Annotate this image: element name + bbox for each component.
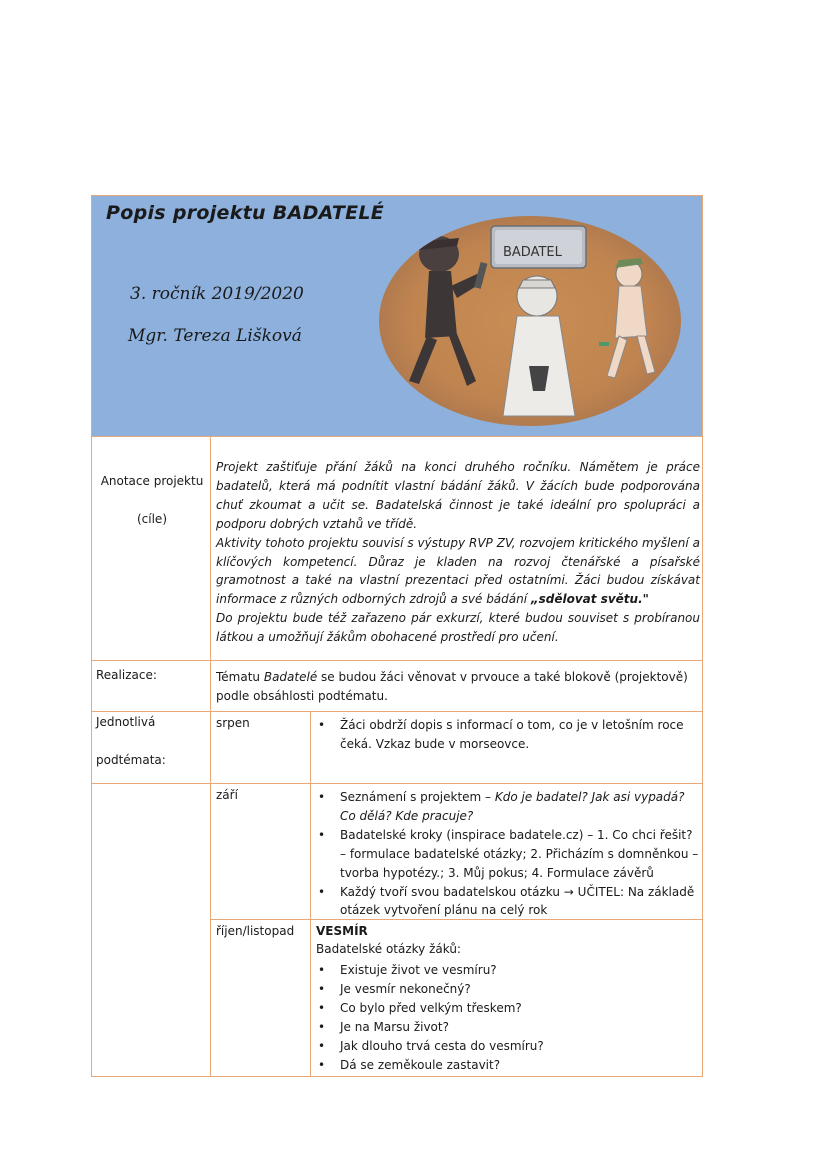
month-srpen: srpen bbox=[216, 716, 250, 730]
sign-label: BADATEL bbox=[503, 245, 562, 260]
realizace-text-before: Tématu bbox=[216, 670, 264, 684]
month-rijen-listopad: říjen/listopad bbox=[216, 924, 295, 938]
questions-list bbox=[316, 961, 700, 1074]
anotace-paragraph: Do projektu bude též zařazeno pár exkurzí, které budou souviset s probíranou látkou a umožňují žákům obohacené prostředí pro učení. bbox=[216, 611, 700, 645]
list-item: • Co bylo před velkým třeskem? bbox=[316, 999, 700, 1018]
anotace-p2-bold: „sdělovat světu." bbox=[530, 592, 649, 607]
realizace-text bbox=[216, 668, 700, 706]
row-divider bbox=[92, 711, 702, 712]
list-item: • Jak dlouho trvá cesta do vesmíru? bbox=[316, 1037, 700, 1056]
anotace-label: Anotace projektu bbox=[100, 474, 204, 488]
zari-list bbox=[316, 788, 700, 920]
anotace-paragraph: Projekt zaštiťuje přání žáků na konci druhého ročníku. Námětem je práce badatelů, která má podnítit vlastní bádání žáků. V žácích bude podporována chuť zkoumat a učit se. Badatelská činnost je také ideální pro spolupráci a podporu dobrých vztahů ve třídě. bbox=[216, 460, 700, 531]
vesmir-heading: VESMÍR bbox=[316, 924, 368, 938]
project-title: Popis projektu BADATELÉ bbox=[106, 202, 385, 224]
realizace-label: Realizace: bbox=[96, 668, 157, 682]
zari-item1-text: Seznámení s projektem – bbox=[340, 790, 495, 804]
podtemata-label-2: podtémata: bbox=[96, 753, 166, 767]
list-item: • Dá se zeměkoule zastavit? bbox=[316, 1056, 700, 1075]
list-item: • Badatelské kroky (inspirace badatele.cz) – 1. Co chci řešit? – formulace badatelské otázky; 2. Přicházím s domněnkou – tvorba hypotézy.; 3. Můj pokus; 4. Formulace závěrů bbox=[316, 826, 700, 883]
column-divider bbox=[210, 436, 211, 1076]
class-year: 3. ročník 2019/2020 bbox=[130, 284, 304, 304]
podtemata-label: Jednotlivá bbox=[96, 715, 156, 729]
realizace-text-after: se budou žáci věnovat v prvouce a také blokově (projektově) podle obsáhlosti podtématu. bbox=[216, 670, 688, 703]
row-divider bbox=[92, 783, 702, 784]
author-name: Mgr. Tereza Lišková bbox=[128, 326, 302, 346]
list-item: • Existuje život ve vesmíru? bbox=[316, 961, 700, 980]
anotace-text bbox=[216, 458, 700, 647]
srpen-list bbox=[316, 716, 700, 754]
realizace-text-italic: Badatelé bbox=[263, 670, 318, 684]
list-item: • Je vesmír nekonečný? bbox=[316, 980, 700, 999]
cile-label: (cíle) bbox=[136, 512, 167, 526]
zari-item1-italic: Kdo je badatel? Jak asi vypadá? Co dělá? Kde pracuje? bbox=[340, 790, 685, 823]
list-item: • Žáci obdrží dopis s informací o tom, co je v letošním roce čeká. Vzkaz bude v morseovce. bbox=[316, 716, 700, 754]
list-item bbox=[316, 788, 700, 826]
row-divider bbox=[92, 660, 702, 661]
list-item: • Každý tvoří svou badatelskou otázku → UČITEL: Na základě otázek vytvoření plánu na celý rok bbox=[316, 883, 700, 921]
anotace-p2: Aktivity tohoto projektu souvisí s výstupy RVP ZV, rozvojem kritického myšlení a klíčových kompetencí. Důraz je kladen na rozvoj čtenářské a písařské gramotnost a také na vlastní prezentaci před ostatními. Žáci budou získávat informace z různých odborných zdrojů a své bádání bbox=[216, 535, 700, 607]
month-zari: září bbox=[216, 788, 238, 802]
anotace-paragraph bbox=[216, 534, 700, 610]
list-item: • Je na Marsu život? bbox=[316, 1018, 700, 1037]
column-divider bbox=[310, 711, 311, 1076]
vesmir-subheading: Badatelské otázky žáků: bbox=[316, 942, 461, 956]
